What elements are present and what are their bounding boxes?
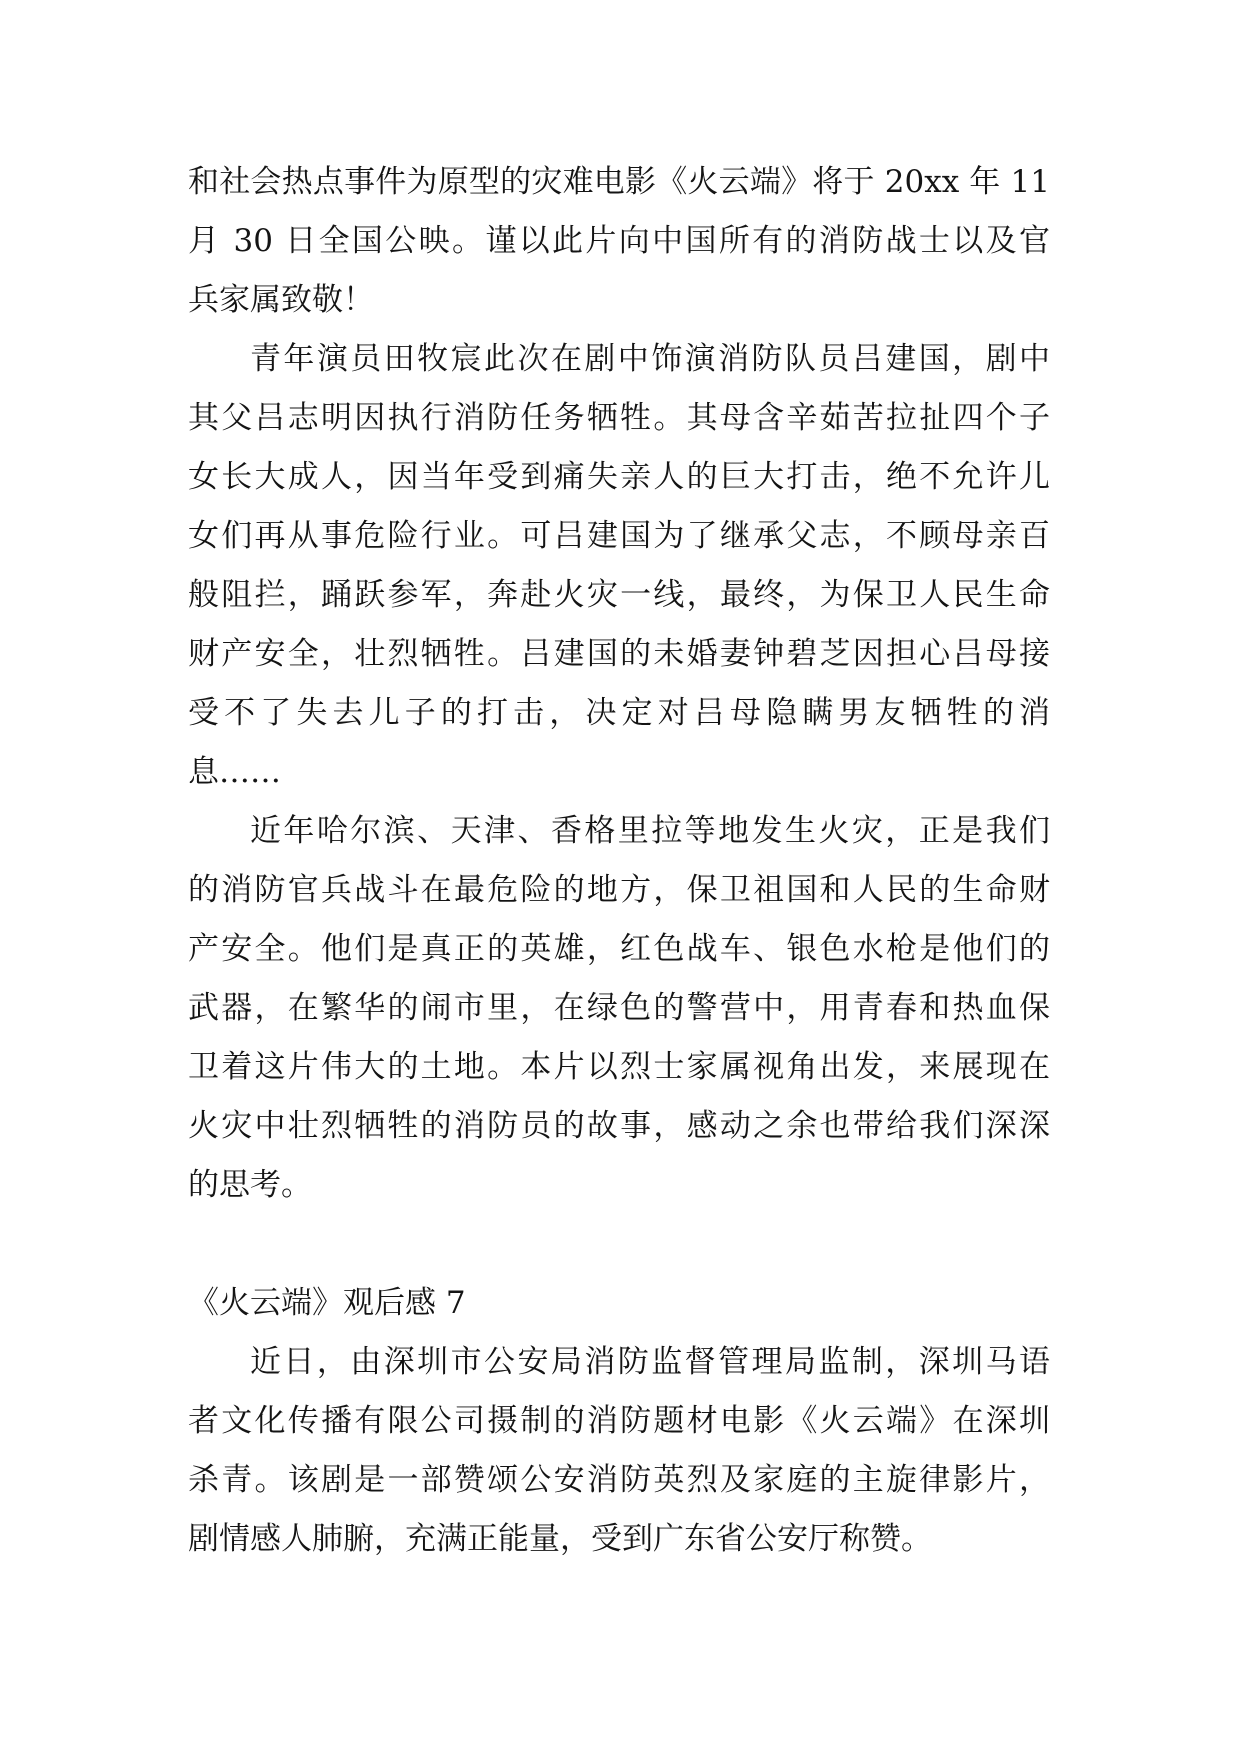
text-line: 近年哈尔滨、天津、香格里拉等地发生火灾，正是我们 <box>250 813 1050 849</box>
text-line: 的思考。 <box>188 1167 312 1203</box>
paragraph <box>188 1333 1050 1569</box>
text-line: 近日，由深圳市公安局消防监督管理局监制，深圳马语 <box>250 1344 1050 1380</box>
text-line: 受不了失去儿子的打击，决定对吕母隐瞒男友牺牲的消 <box>188 695 1050 731</box>
paragraph-heading <box>188 1274 1050 1333</box>
text-line: 息…… <box>188 754 281 790</box>
paragraph <box>188 802 1050 1215</box>
text-line: 产安全。他们是真正的英雄，红色战车、银色水枪是他们的 <box>188 931 1050 967</box>
blank-line <box>188 1215 1050 1274</box>
text-line: 财产安全，壮烈牺牲。吕建国的未婚妻钟碧芝因担心吕母接 <box>188 636 1050 672</box>
text-line: 和社会热点事件为原型的灾难电影《火云端》将于 20xx 年 11 <box>188 164 1050 200</box>
text-line: 女长大成人，因当年受到痛失亲人的巨大打击，绝不允许儿 <box>188 459 1050 495</box>
text-line: 其父吕志明因执行消防任务牺牲。其母含辛茹苦拉扯四个子 <box>188 400 1050 436</box>
text-line: 兵家属致敬！ <box>188 282 374 318</box>
text-line: 武器，在繁华的闹市里，在绿色的警营中，用青春和热血保 <box>188 990 1050 1026</box>
text-line: 者文化传播有限公司摄制的消防题材电影《火云端》在深圳 <box>188 1403 1050 1439</box>
text-line: 杀青。该剧是一部赞颂公安消防英烈及家庭的主旋律影片， <box>188 1462 1050 1498</box>
section-heading: 《火云端》观后感 7 <box>188 1285 466 1321</box>
paragraph-continuation <box>188 153 1050 330</box>
text-line: 的消防官兵战斗在最危险的地方，保卫祖国和人民的生命财 <box>188 872 1050 908</box>
text-line: 火灾中壮烈牺牲的消防员的故事，感动之余也带给我们深深 <box>188 1108 1050 1144</box>
text-line: 卫着这片伟大的土地。本片以烈士家属视角出发，来展现在 <box>188 1049 1050 1085</box>
text-line: 青年演员田牧宸此次在剧中饰演消防队员吕建国，剧中 <box>250 341 1050 377</box>
text-line: 女们再从事危险行业。可吕建国为了继承父志，不顾母亲百 <box>188 518 1050 554</box>
paragraph <box>188 330 1050 802</box>
text-line: 剧情感人肺腑，充满正能量，受到广东省公安厅称赞。 <box>188 1521 932 1557</box>
text-line: 般阻拦，踊跃参军，奔赴火灾一线，最终，为保卫人民生命 <box>188 577 1050 613</box>
text-line: 月 30 日全国公映。谨以此片向中国所有的消防战士以及官 <box>188 223 1050 259</box>
